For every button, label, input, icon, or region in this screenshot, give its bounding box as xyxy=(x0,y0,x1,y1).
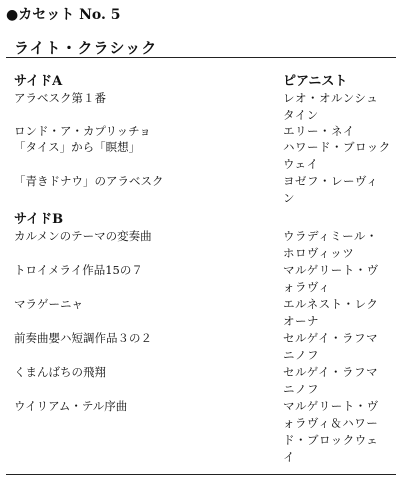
top-rule xyxy=(6,57,396,58)
song-title: 「青きドナウ」のアラベスク xyxy=(14,174,164,188)
pianist-name: ニノフ xyxy=(283,382,319,396)
song-title: カルメンのテーマの変奏曲 xyxy=(14,229,152,243)
song-title: 前奏曲嬰ハ短調作品３の２ xyxy=(14,331,152,345)
pianist-name: マルゲリート・ヴ xyxy=(283,399,379,413)
pianist-name: オーナ xyxy=(283,314,319,328)
cassette-number: ●カセット No. 5 xyxy=(6,7,121,23)
pianist-name: ホロヴィッツ xyxy=(283,246,355,260)
pianist-name: ハワード・ブロック xyxy=(283,140,391,154)
song-title: ウイリアム・テル序曲 xyxy=(14,399,128,413)
pianist-column-heading: ピアニスト xyxy=(283,74,348,89)
pianist-name: セルゲイ・ラフマ xyxy=(283,331,378,345)
side-a-heading: サイドA xyxy=(14,74,63,89)
song-title: くまんばちの飛翔 xyxy=(14,365,106,379)
song-title: ロンド・ア・カプリッチョ xyxy=(14,124,151,138)
pianist-name: ニノフ xyxy=(283,348,319,362)
song-title: マラゲーニャ xyxy=(14,297,83,311)
series-title: ライト・クラシック xyxy=(14,39,158,57)
pianist-name: セルゲイ・ラフマ xyxy=(283,365,378,379)
side-b-heading: サイドB xyxy=(14,212,64,227)
pianist-name: タイン xyxy=(283,108,319,122)
pianist-name: ォラヴィ＆ハワー xyxy=(283,416,379,430)
pianist-name: イ xyxy=(283,450,295,464)
pianist-name: ウラディミール・ xyxy=(283,229,378,243)
pianist-name: ウェイ xyxy=(283,157,319,171)
pianist-name: ヨゼフ・レーヴィ xyxy=(283,174,379,188)
pianist-name: エリー・ネイ xyxy=(283,124,355,138)
bottom-rule xyxy=(6,474,396,475)
song-title: 「タイス」から「瞑想」 xyxy=(14,140,141,154)
pianist-name: ン xyxy=(283,191,295,205)
pianist-name: ド・ブロックウェ xyxy=(283,433,379,447)
pianist-name: エルネスト・レク xyxy=(283,297,379,311)
pianist-name: マルゲリート・ヴ xyxy=(283,263,379,277)
song-title: アラベスク第１番 xyxy=(14,91,106,105)
song-title: トロイメライ作品15の７ xyxy=(14,263,143,277)
pianist-name: レオ・オルンシュ xyxy=(283,91,379,105)
pianist-name: ォラヴィ xyxy=(283,280,331,294)
